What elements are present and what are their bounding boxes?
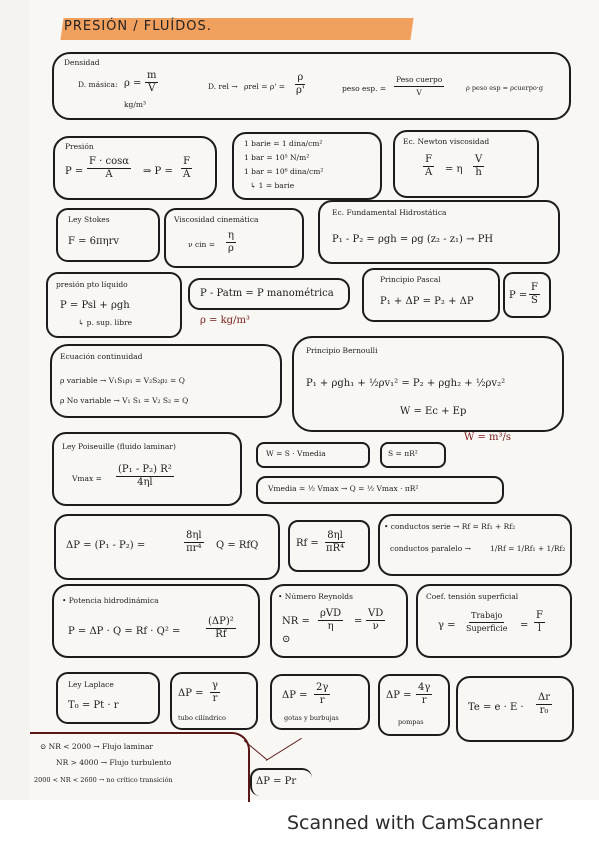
- d-masica-fraction: $\frac{m}{V}$: [147, 70, 157, 94]
- delta-pr-formula: ΔP = Pr: [256, 776, 297, 787]
- pompas-box: [378, 674, 450, 736]
- page-title: PRESIÓN / FLUÍDOS.: [64, 19, 212, 34]
- rf-lhs: Rf =: [296, 538, 319, 549]
- unidades-line-1: 1 barie = 1 dina/cm²: [244, 139, 323, 148]
- bernoulli-formula: P₁ + ρgh₁ + ½ρv₁² = P₂ + ρgh₂ + ½ρv₂²: [306, 378, 506, 389]
- reynolds-eq: =: [354, 616, 363, 627]
- tubo-lhs: ΔP =: [178, 688, 204, 699]
- presion-liquido-note: ↳ p. sup. libre: [78, 318, 133, 327]
- caudal-box: [256, 442, 370, 468]
- potencia-fraction: $\frac{\text{(ΔP)²}}{Rf}$: [208, 616, 234, 640]
- continuidad-box: [50, 344, 282, 418]
- tension-heading: Coef. tensión superficial: [426, 592, 519, 601]
- flujo-line-1: ⊙ NR < 2000 → Flujo laminar: [40, 742, 153, 751]
- viscosidad-lhs: ν cin =: [188, 240, 216, 249]
- stokes-formula: F = 6πηrv: [68, 236, 120, 247]
- reynolds-box: [270, 584, 408, 658]
- stokes-box: [56, 208, 160, 262]
- vmedia-box: [256, 476, 504, 504]
- presion-heading: Presión: [65, 142, 94, 151]
- bernoulli-box: [292, 336, 564, 432]
- laplace-formula: T₀ = Pt · r: [68, 700, 119, 711]
- presion-liquido-formula: P = Psl + ρgh: [60, 300, 130, 311]
- delta-p-fraction: $\frac{8\eta l}{\text{πr⁴}}$: [186, 530, 202, 554]
- conductos-line-2-eq: 1/Rf = 1/Rf₁ + 1/Rf₂: [490, 544, 566, 553]
- d-masica-lhs: ρ =: [124, 78, 142, 89]
- tension-fraction-2: $\frac{F}{l}$: [536, 610, 543, 634]
- tension-eq: =: [520, 620, 529, 631]
- delta-p-lhs: ΔP = (P₁ - P₂) =: [66, 540, 146, 551]
- presion-lhs: P =: [65, 166, 84, 177]
- d-rel-label: D. rel →: [208, 82, 238, 91]
- densidad-heading: Densidad: [64, 58, 100, 67]
- d-rel-fraction: $\frac{\rho}{\rho'}$: [296, 72, 305, 96]
- potencia-formula: P = ΔP · Q = Rf · Q² =: [68, 626, 181, 637]
- rf-box: [288, 520, 370, 572]
- bernoulli-w: W = Ec + Ep: [400, 406, 467, 417]
- tension-lhs: γ =: [438, 620, 456, 631]
- hidrostatica-formula: P₁ - P₂ = ρgh = ρg (z₂ - z₁) → PH: [332, 234, 494, 245]
- presion-arrow: ⇒ P =: [143, 166, 173, 177]
- d-masica-label: D. másica:: [78, 80, 118, 89]
- peso-fraction: Peso cuerpo V: [396, 75, 443, 97]
- peso-final: ρ peso esp = ρcuerpo·g: [466, 84, 544, 92]
- gotas-fraction: $\frac{2\gamma}{r}$: [316, 682, 329, 706]
- p-fs-lhs: P =: [509, 290, 528, 301]
- d-masica-units: kg/m³: [124, 100, 146, 109]
- laplace-box: [56, 672, 160, 724]
- viscosidad-heading: Viscosidad cinemática: [174, 215, 259, 224]
- tension-fraction: Trabajo Superficie: [466, 611, 508, 633]
- laplace-heading: Ley Laplace: [68, 680, 114, 689]
- caudal-formula: W = S · Vmedia: [266, 449, 326, 458]
- pascal-formula: P₁ + ΔP = P₂ + ΔP: [380, 296, 474, 307]
- poiseuille-box: [52, 432, 242, 506]
- d-rel-formula: ρrel = ρ' =: [244, 82, 286, 91]
- unidades-line-2: 1 bar = 10⁵ N/m²: [244, 153, 310, 162]
- continuidad-line-2: ρ No variable → V₁ S₁ = V₂ S₂ = Q: [60, 396, 189, 405]
- rf-fraction: $\frac{8\eta l}{\text{πR⁴}}$: [326, 530, 345, 554]
- presion-liquido-box: [46, 272, 182, 338]
- delta-pr-box: [250, 768, 312, 796]
- bernoulli-heading: Principio Bernoulli: [306, 346, 378, 355]
- continuidad-line-1: ρ variable → V₁S₁ρ₁ = V₂S₂ρ₂ = Q: [60, 376, 185, 385]
- pompas-fraction: $\frac{4\gamma}{r}$: [418, 682, 431, 706]
- area-box: [380, 442, 446, 468]
- poiseuille-fraction: $\frac{\text{(P₁ - P₂) R²}}{4\eta l}$: [118, 464, 172, 488]
- delta-p-rhs: Q = RfQ: [216, 540, 259, 551]
- newton-box: [393, 130, 539, 198]
- unidades-line-4: ↳ 1 = barie: [250, 181, 295, 190]
- newton-fraction-2: $\frac{V}{h}$: [475, 154, 483, 178]
- reynolds-fraction: ρVD η: [320, 608, 342, 632]
- unidades-line-3: 1 bar = 10⁶ dina/cm²: [244, 167, 324, 176]
- pascal-heading: Principio Pascal: [380, 275, 441, 284]
- te-fraction: $\frac{\Delta r}{\text{r₀}}$: [538, 692, 551, 716]
- stokes-heading: Ley Stokes: [68, 215, 110, 224]
- viscosidad-fraction: $\frac{\eta}{\rho}$: [228, 230, 234, 254]
- p-fs-fraction: $\frac{F}{S}$: [531, 282, 538, 306]
- manometrica-box: [188, 278, 350, 310]
- reynolds-heading: • Número Reynolds: [278, 592, 353, 601]
- continuidad-heading: Ecuación continuidad: [60, 352, 143, 361]
- hidrostatica-heading: Ec. Fundamental Hidrostática: [332, 208, 447, 217]
- manometrica-formula: P - Patm = P manométrica: [200, 288, 334, 299]
- poiseuille-lhs: Vmax =: [72, 474, 102, 483]
- conductos-line-1: • conductos serie → Rf = Rf₁ + Rf₂: [384, 522, 516, 531]
- potencia-box: [52, 584, 260, 658]
- peso-label: peso esp. =: [342, 84, 387, 93]
- poiseuille-heading: Ley Poiseuille (fluido laminar): [62, 442, 176, 451]
- presion-box: [53, 136, 217, 200]
- te-lhs: Te = e · E ·: [468, 702, 524, 713]
- newton-fraction: $\frac{F}{A}$: [425, 154, 433, 178]
- gotas-caption: gotas y burbujas: [284, 714, 339, 722]
- potencia-heading: • Potencia hidrodinámica: [62, 596, 159, 605]
- tubo-fraction: $\frac{\gamma}{r}$: [212, 680, 218, 704]
- tubo-caption: tubo cilíndrico: [178, 714, 226, 722]
- pompas-caption: pompas: [398, 718, 424, 726]
- reynolds-mark: ⊙: [282, 634, 291, 645]
- te-box: [456, 676, 574, 742]
- newton-heading: Ec. Newton viscosidad: [403, 137, 490, 146]
- presion-fraction-2: $\frac{F}{A}$: [183, 156, 191, 180]
- viscosidad-box: [164, 208, 304, 268]
- hidrostatica-box: [318, 200, 560, 264]
- flujo-line-2: NR > 4000 → Flujo turbulento: [56, 758, 172, 767]
- area-formula: S = πR²: [388, 449, 418, 458]
- rho-units: ρ = kg/m³: [200, 315, 250, 326]
- reynolds-fraction-2: $\frac{VD}{\nu}$: [368, 608, 384, 632]
- delta-p-box: [54, 514, 280, 580]
- unidades-box: [232, 132, 382, 200]
- scanner-watermark: Scanned with CamScanner: [287, 812, 543, 834]
- tension-box: [416, 584, 572, 658]
- pascal-box: [362, 268, 500, 322]
- flujo-line-3: 2000 < NR < 2600 → no crítico transición: [34, 776, 173, 784]
- conductos-box: [378, 514, 572, 576]
- gotas-box: [270, 674, 370, 730]
- conductos-line-2: conductos paralelo →: [390, 544, 471, 553]
- pompas-lhs: ΔP =: [386, 690, 412, 701]
- reynolds-lhs: NR =: [282, 616, 310, 627]
- presion-fraction: $\frac{F \cdot \cos\alpha}{A}$: [89, 156, 129, 180]
- newton-mid: = η: [445, 164, 463, 175]
- p-fs-box: [503, 272, 551, 318]
- tubo-box: [170, 672, 258, 730]
- presion-liquido-heading: presión pto líquido: [56, 280, 128, 289]
- densidad-box: [52, 52, 571, 120]
- gotas-lhs: ΔP =: [282, 690, 308, 701]
- caudal-units: W = m³/s: [464, 432, 512, 443]
- vmedia-formula: Vmedia = ½ Vmax → Q = ½ Vmax · πR²: [268, 484, 419, 493]
